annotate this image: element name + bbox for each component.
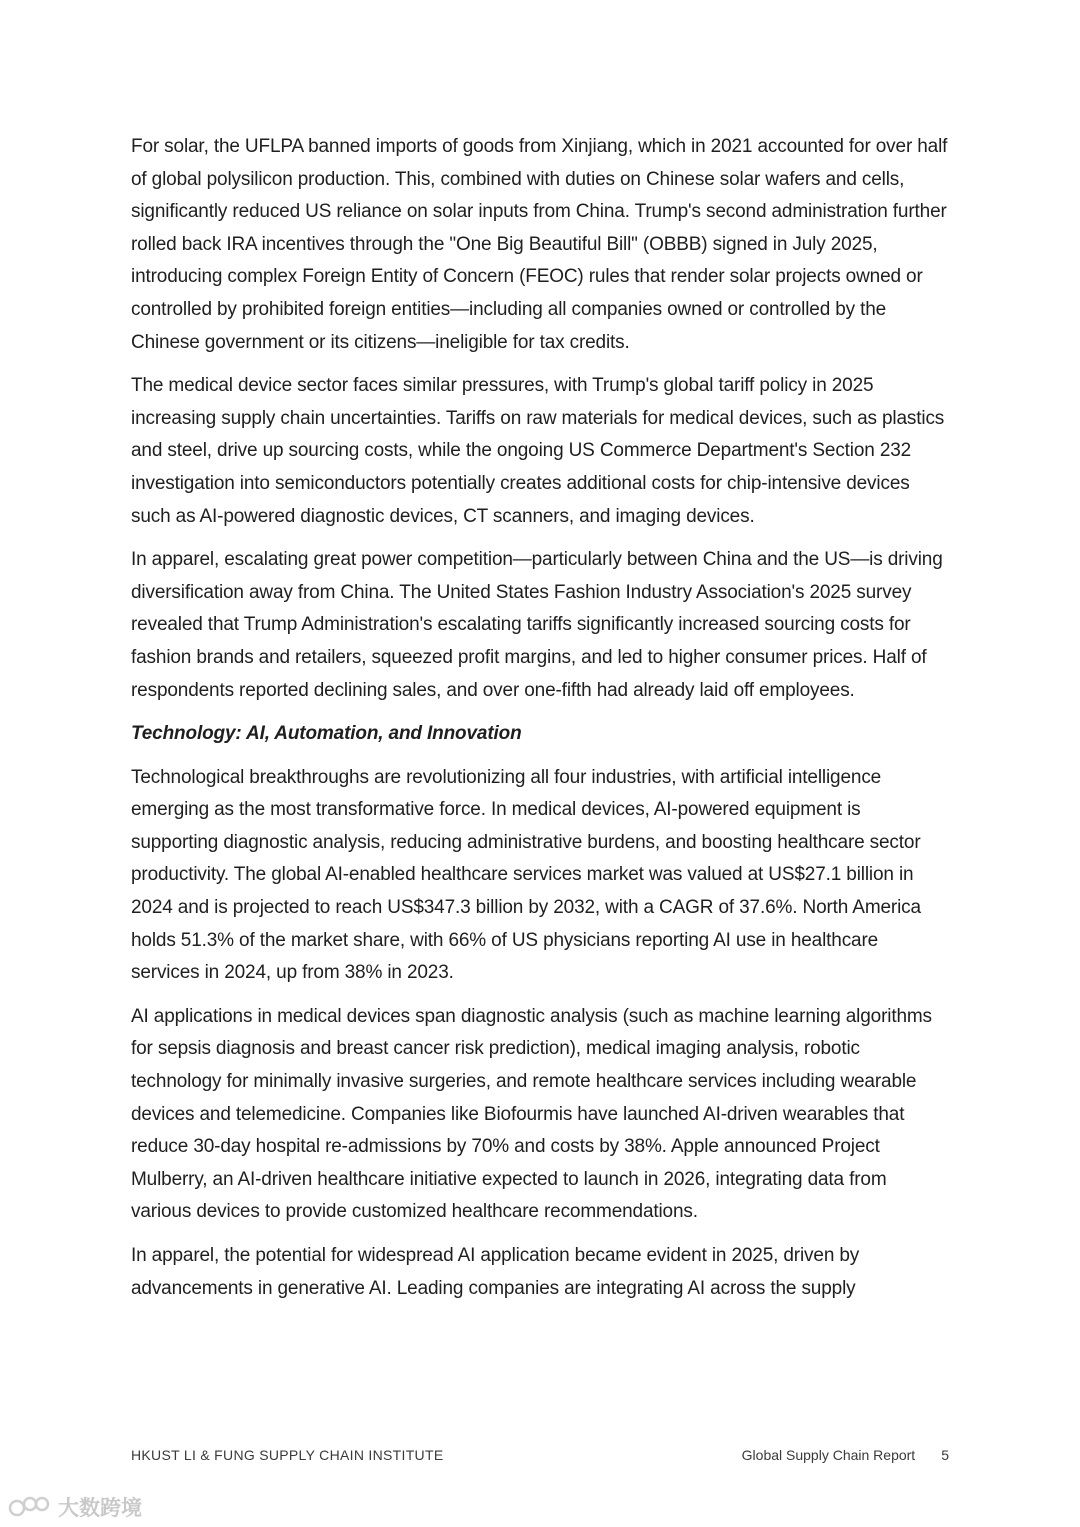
paragraph-technology: Technological breakthroughs are revolutionizing all four industries, with artificial intelligence emerging as the most transformative force. In medical devices, AI-powered equipment is supporting diagnostic analysis, reducing administrative burdens, and boosting healthcare sector productivity. The global AI-enabled healthcare services market was valued at US$27.1 billion in 2024 and is projected to reach US$347.3 billion by 2032, with a CAGR of 37.6%. North America holds 51.3% of the market share, with 66% of US physicians reporting AI use in healthcare services in 2024, up from 38% in 2023. xyxy=(131,766,921,984)
watermark-logo-icon xyxy=(8,1494,52,1520)
footer-institute: HKUST LI & FUNG SUPPLY CHAIN INSTITUTE xyxy=(131,1447,444,1463)
section-heading-technology: Technology: AI, Automation, and Innovation xyxy=(131,723,522,745)
watermark-text: 大数跨境 xyxy=(58,1497,142,1520)
footer-report-title: Global Supply Chain Report xyxy=(741,1447,916,1463)
page-body xyxy=(131,131,951,1316)
page-number: 5 xyxy=(941,1447,949,1463)
paragraph-ai-applications: AI applications in medical devices span diagnostic analysis (such as machine learning algorithms for sepsis diagnosis and breast cancer risk prediction), medical imaging analysis, robotic technology for minimally invasive surgeries, and remote healthcare services including wearable devices and telemedicine. Companies like Biofourmis have launched AI-driven wearables that reduce 30-day hospital re-admissions by 70% and costs by 38%. Apple announced Project Mulberry, an AI-driven healthcare initiative expected to launch in 2026, integrating data from various devices to provide customized healthcare recommendations. xyxy=(131,1005,932,1223)
paragraph-apparel-ai: In apparel, the potential for widespread AI application became evident in 2025, driven by advancements in generative AI. Leading companies are integrating AI across the supply xyxy=(131,1245,860,1299)
paragraph-medical-device: The medical device sector faces similar pressures, with Trump's global tariff policy in 2025 increasing supply chain uncertainties. Tariffs on raw materials for medical devices, such as plastics and steel, drive up sourcing costs, while the ongoing US Commerce Department's Section 232 investigation into semiconductors potentially creates additional costs for chip-intensive devices such as AI-powered diagnostic devices, CT scanners, and imaging devices. xyxy=(131,375,945,527)
watermark xyxy=(8,1492,142,1522)
paragraph-solar: For solar, the UFLPA banned imports of goods from Xinjiang, which in 2021 accounted for over half of global polysilicon production. This, combined with duties on Chinese solar wafers and cells, significantly reduced US reliance on solar inputs from China. Trump's second administration further rolled back IRA incentives through the "One Big Beautiful Bill" (OBBB) signed in July 2025, introducing complex Foreign Entity of Concern (FEOC) rules that render solar projects owned or controlled by prohibited foreign entities—including all companies owned or controlled by the Chinese government or its citizens—ineligible for tax credits. xyxy=(131,136,948,353)
footer-report xyxy=(742,1447,949,1463)
paragraph-apparel: In apparel, escalating great power competition—particularly between China and the US—is driving diversification away from China. The United States Fashion Industry Association's 2025 survey revealed that Trump Administration's escalating tariffs significantly increased sourcing costs for fashion brands and retailers, squeezed profit margins, and led to higher consumer prices. Half of respondents reported declining sales, and over one-fifth had already laid off employees. xyxy=(131,549,943,701)
